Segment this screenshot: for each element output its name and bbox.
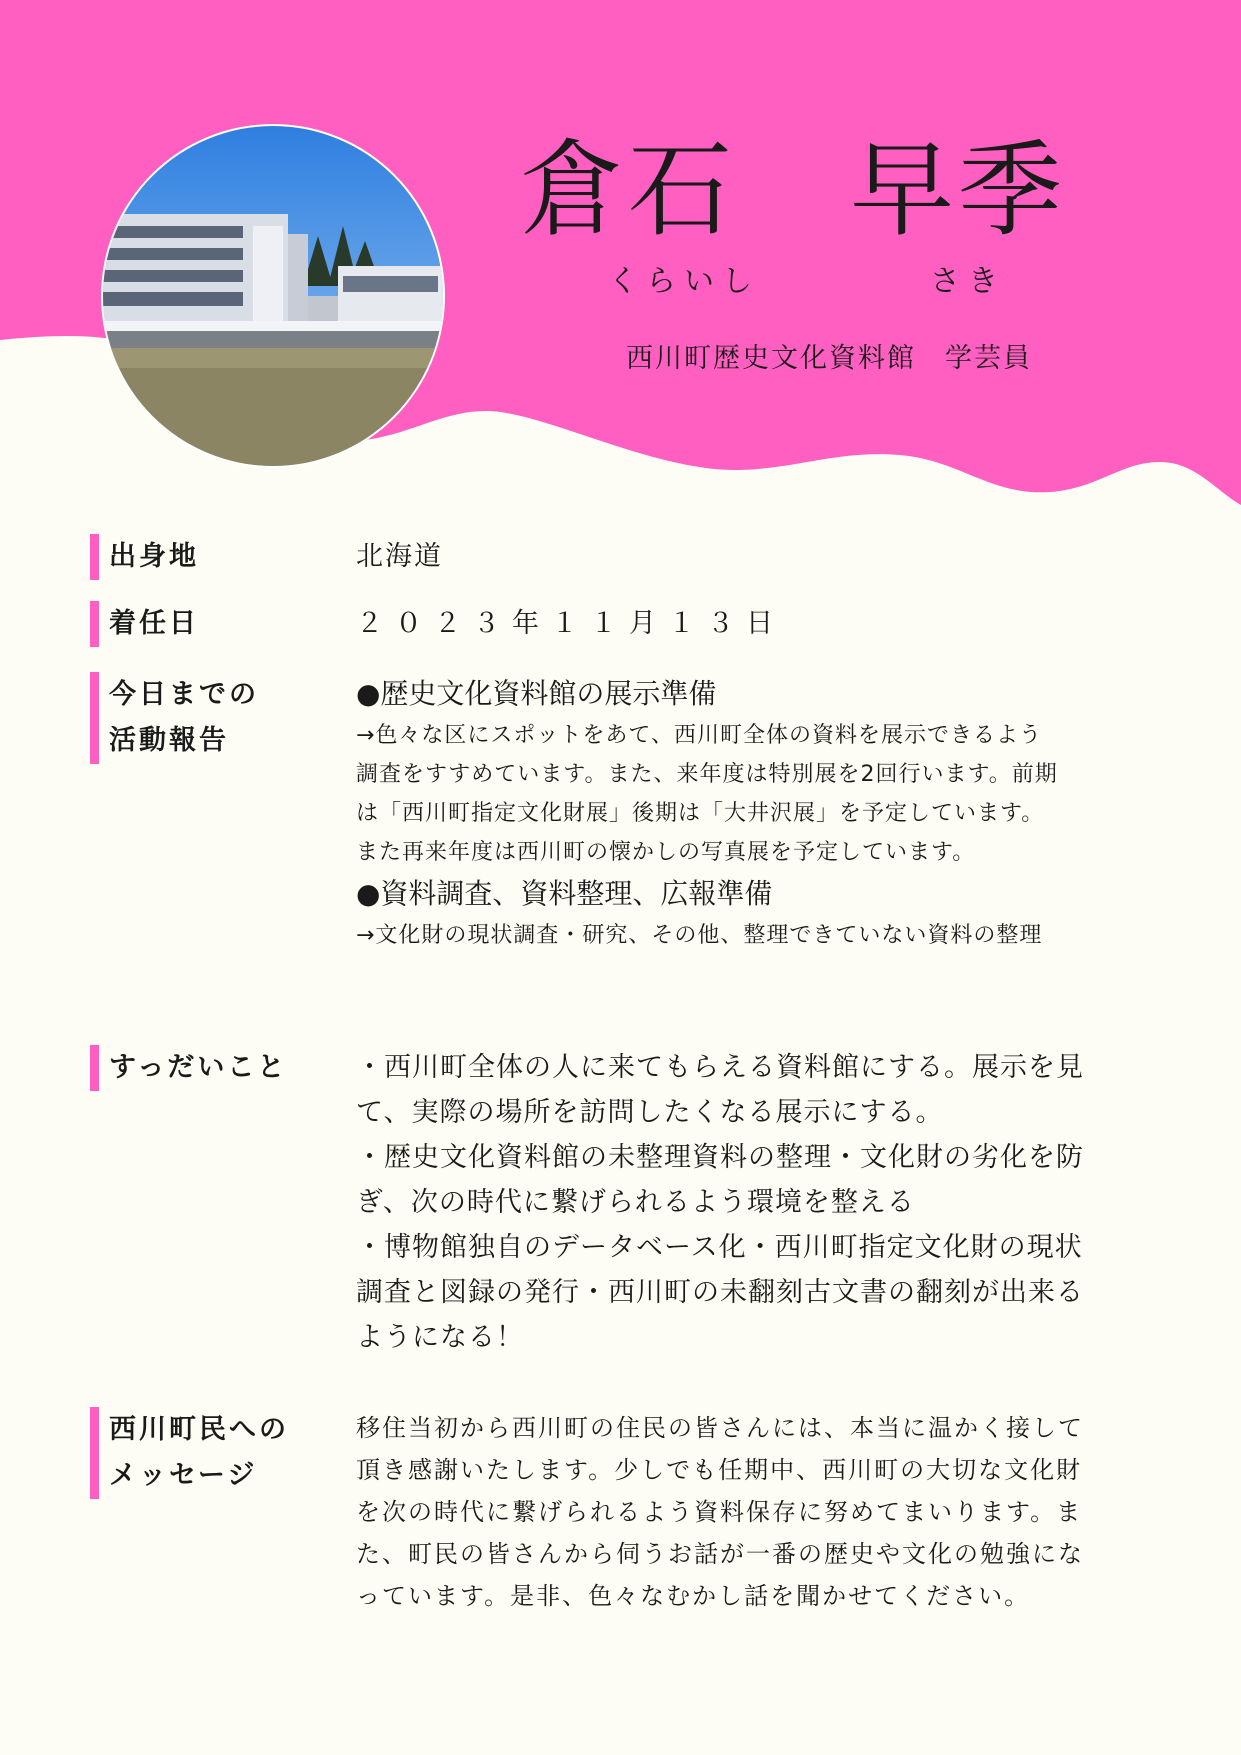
affiliation: 西川町歴史文化資料館 学芸員 bbox=[626, 343, 1032, 374]
message-content bbox=[356, 1407, 1146, 1617]
goals-line: て、実際の場所を訪問したくなる展示にする。 bbox=[356, 1097, 944, 1128]
goals-line: ぎ、次の時代に繋げられるよう環境を整える bbox=[356, 1187, 915, 1218]
message-label bbox=[90, 1407, 339, 1499]
name-block bbox=[520, 130, 1140, 300]
birthplace-value: 北海道 bbox=[356, 541, 443, 572]
message-label-line1: 西川町民への bbox=[109, 1414, 289, 1445]
report-line: また再来年度は西川町の懐かしの写真展を予定しています。 bbox=[356, 840, 976, 865]
activity-report-label bbox=[90, 672, 339, 764]
surname: 倉石 bbox=[520, 129, 737, 251]
full-name bbox=[520, 130, 1140, 250]
goals-line: ・西川町全体の人に来てもらえる資料館にする。展示を見 bbox=[356, 1052, 1084, 1083]
start-date-label: 着任日 bbox=[90, 601, 339, 647]
goals-line: 調査と図録の発行・西川町の未翻刻古文書の翻刻が出来る bbox=[356, 1277, 1084, 1308]
goals-line: ようになる！ bbox=[356, 1322, 524, 1353]
message-line: っています。是非、色々なむかし話を聞かせてください。 bbox=[356, 1582, 1031, 1610]
given-name-kana: さき bbox=[930, 264, 1006, 299]
message-label-line2: メッセージ bbox=[109, 1460, 258, 1491]
start-date-value: ２０２３年１１月１３日 bbox=[356, 608, 785, 639]
message-line: を次の時代に繋げられるよう資料保存に努めてまいります。ま bbox=[356, 1498, 1083, 1526]
activity-report-label-line1: 今日までの bbox=[109, 679, 259, 710]
goals-line: ・博物館独自のデータベース化・西川町指定文化財の現状 bbox=[356, 1232, 1083, 1263]
building-photo bbox=[103, 126, 443, 466]
message-line: た、町民の皆さんから伺うお話が一番の歴史や文化の勉強にな bbox=[356, 1540, 1084, 1568]
report-heading-survey: ●資料調査、資料整理、広報準備 bbox=[356, 877, 773, 910]
goals-line: ・歴史文化資料館の未整理資料の整理・文化財の劣化を防 bbox=[356, 1142, 1084, 1173]
goals-label: すっだいこと bbox=[90, 1045, 339, 1091]
report-line: は「西川町指定文化財展」後期は「大井沢展」を予定しています。 bbox=[356, 801, 1045, 826]
given-name: 早季 bbox=[850, 129, 1067, 251]
birthplace-label: 出身地 bbox=[90, 534, 339, 580]
surname-kana: くらいし bbox=[608, 264, 760, 299]
message-line: 移住当初から西川町の住民の皆さんには、本当に温かく接して bbox=[356, 1414, 1084, 1442]
report-heading-exhibition: ●歴史文化資料館の展示準備 bbox=[356, 677, 717, 710]
report-line: →色々な区にスポットをあて、西川町全体の資料を展示できるよう bbox=[356, 723, 1042, 748]
message-line: 頂き感謝いたします。少しでも任期中、西川町の大切な文化財 bbox=[356, 1456, 1083, 1484]
report-line: →文化財の現状調査・研究、その他、整理できていない資料の整理 bbox=[356, 923, 1043, 948]
goals-content bbox=[356, 1045, 1146, 1360]
report-line: 調査をすすめています。また、来年度は特別展を2回行います。前期 bbox=[356, 762, 1058, 787]
activity-report-content bbox=[356, 672, 1146, 955]
activity-report-label-line2: 活動報告 bbox=[109, 725, 229, 756]
name-reading bbox=[520, 256, 1140, 300]
